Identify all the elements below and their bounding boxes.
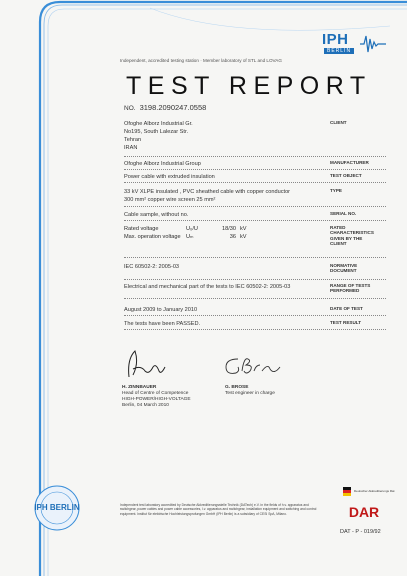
- normative-document-value: IEC 60502-2: 2005-03: [124, 264, 180, 270]
- page-title: TEST REPORT: [126, 72, 372, 100]
- row-test-result: [124, 320, 386, 330]
- report-number: [124, 103, 206, 112]
- test-result-label: TEST RESULT: [330, 320, 362, 325]
- iph-berlin-seal: [33, 484, 81, 532]
- rated-characteristics-label: RATED CHARACTERISTICS GIVEN BY THE CLIENT: [330, 225, 374, 247]
- row-normative-document: [124, 263, 386, 280]
- svg-text:DAR: DAR: [348, 504, 380, 520]
- range-of-tests-label: RANGE OF TESTS PERFORMED: [330, 283, 371, 294]
- date-of-test-value: August 2009 to January 2010: [124, 307, 198, 313]
- serial-no-label: SERIAL NO.: [330, 211, 357, 216]
- signatory-zinnbauer: H. ZINNBAUER Head of Centre of Competence HIGH-POWER/HIGH-VOLTAGE Berlin, 04 March 2010: [122, 385, 191, 408]
- dat-reference: DAT - P - 019/92: [340, 529, 381, 535]
- date-of-test-label: DATE OF TEST: [330, 306, 363, 311]
- report-number-label: NO.: [124, 105, 136, 112]
- tagline: Independent, accredited testing station · Member laboratory of STL and LOVAG: [120, 58, 282, 63]
- manufacturer-value: Ofoghe Alborz Industrial Group: [124, 161, 201, 167]
- row-type: [124, 188, 386, 207]
- type-value: 33 kV XLPE insulated , PVC sheathed cable with copper conductor 300 mm² copper wire screen 25 mm²: [124, 189, 291, 203]
- serial-no-value: Cable sample, without no.: [124, 212, 189, 218]
- client-label: CLIENT: [330, 120, 347, 125]
- logo-subtext: BERLIN: [324, 48, 354, 54]
- svg-text:Deutscher Akkreditierungs Rat: Deutscher Akkreditierungs Rat: [354, 489, 395, 493]
- test-object-value: Power cable with extruded insulation: [124, 174, 215, 180]
- footer-accreditation: Independent test laboratory accredited by Deutsche Akkreditierungsstelle Technik (DATech) e.V. in the fields of h.v. apparatus and switchgear, power cables and power cable accessories, l.v. apparatus and switchgear, installation equipment and switching and control equipment. Institut für elektrische Hochleistungsprufungen GmbH (IPH Berlin) is a subsidiary of CESI SpA, Milano.: [120, 503, 317, 516]
- type-label: TYPE: [330, 188, 342, 193]
- seal-text: IPH BERLIN: [34, 503, 80, 512]
- range-of-tests-value: Electrical and mechanical part of the tests to IEC 60502-2: 2005-03: [124, 284, 291, 290]
- logo-text: IPH: [322, 31, 349, 48]
- zinnbauer-signature: [123, 347, 171, 383]
- rating-max-operation-voltage: Max. operation voltage Uₘ 36 kV: [124, 234, 247, 240]
- manufacturer-label: MANUFACTURER: [330, 160, 369, 165]
- signatory-brose: G. BROSE Test engineer in charge: [225, 385, 275, 396]
- iph-logo: [322, 31, 386, 61]
- row-date-of-test: [124, 306, 386, 316]
- client-value: Ofoghe Alborz Industrial Gr. No195, South Lalezar Str. Tehran IRAN: [124, 121, 193, 151]
- rating-rated-voltage: Rated voltage U₀/U 18/30 kV: [124, 226, 247, 232]
- report-number-value: 3198.2090247.0558: [139, 103, 207, 112]
- row-client: [124, 120, 386, 157]
- row-test-object: [124, 173, 386, 183]
- ratings-table: [124, 225, 254, 241]
- test-object-label: TEST OBJECT: [330, 173, 362, 178]
- waveform-icon: [360, 33, 386, 55]
- brose-signature: [222, 353, 284, 379]
- row-range-of-tests: [124, 283, 386, 299]
- row-serial-no: [124, 211, 386, 221]
- row-manufacturer: [124, 160, 386, 170]
- normative-document-label: NORMATIVE DOCUMENT: [330, 263, 358, 274]
- dar-accreditation-badge: [340, 485, 395, 525]
- row-rated-characteristics: [124, 225, 386, 258]
- test-result-value: The tests have been PASSED.: [124, 321, 201, 327]
